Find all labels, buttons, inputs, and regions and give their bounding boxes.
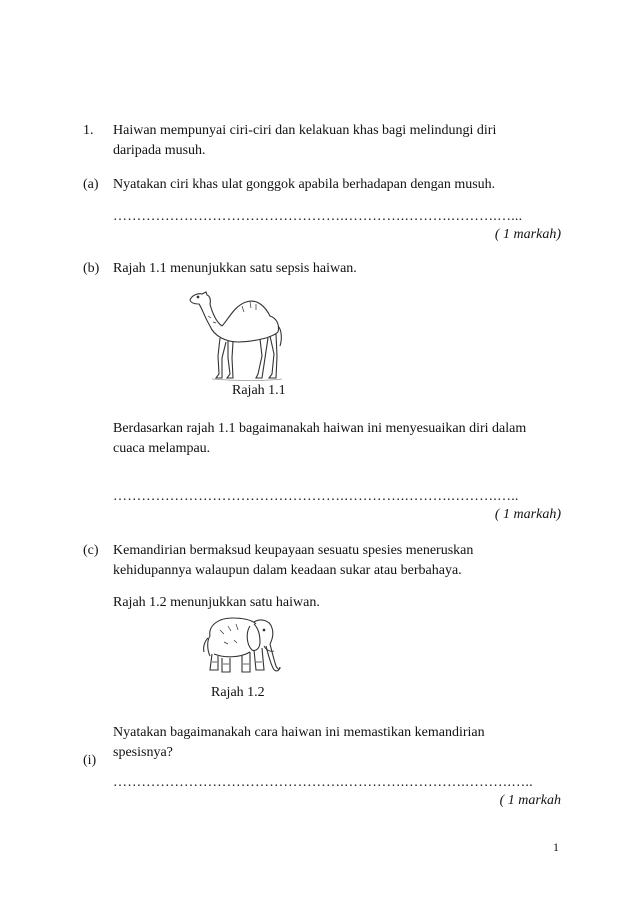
part-b-intro: Rajah 1.1 menunjukkan satu sepsis haiwan. [113, 261, 357, 276]
part-b-label: (b) [83, 261, 100, 276]
question-stem-line-1: Haiwan mempunyai ciri-ciri dan kelakuan khas bagi melindungi diri [113, 123, 497, 138]
part-b-marks: ( 1 markah) [494, 507, 561, 522]
part-c-i-marks: ( 1 markah [499, 793, 561, 808]
part-c-i-question-line-2: spesisnya? [113, 745, 173, 760]
part-a-question: Nyatakan ciri khas ulat gonggok apabila berhadapan dengan musuh. [113, 177, 496, 192]
figure-1-1-caption: Rajah 1.1 [232, 383, 286, 398]
part-c-definition-line-2: kehidupannya walaupun dalam keadaan sukar atau berbahaya. [113, 563, 462, 578]
part-c-intro: Rajah 1.2 menunjukkan satu haiwan. [113, 595, 320, 610]
elephant-illustration [200, 612, 282, 676]
part-a-label: (a) [83, 177, 99, 192]
part-c-i-question-line-1: Nyatakan bagaimanakah cara haiwan ini memastikan kemandirian [113, 725, 485, 740]
part-a-answer-line[interactable]: ………………………………………….………….……….……….…... [113, 209, 523, 224]
part-b-answer-line[interactable]: ………………………………………….………….……….……….….. [113, 489, 519, 504]
part-b-question-line-1: Berdasarkan rajah 1.1 bagaimanakah haiwan ini menyesuaikan diri dalam [113, 421, 527, 436]
camel-illustration [186, 286, 294, 382]
part-c-label: (c) [83, 543, 99, 558]
part-c-i-label: (i) [83, 753, 97, 768]
question-stem-line-2: daripada musuh. [113, 143, 206, 158]
part-b-question-line-2: cuaca melampau. [113, 441, 211, 456]
question-number: 1. [83, 123, 94, 138]
part-c-i-answer-line[interactable]: ………………………………………….………….………….……….….. [113, 775, 533, 790]
part-c-definition-line-1: Kemandirian bermaksud keupayaan sesuatu spesies meneruskan [113, 543, 474, 558]
page-number: 1 [553, 840, 559, 854]
part-a-marks: ( 1 markah) [494, 227, 561, 242]
figure-1-2-caption: Rajah 1.2 [211, 685, 265, 700]
